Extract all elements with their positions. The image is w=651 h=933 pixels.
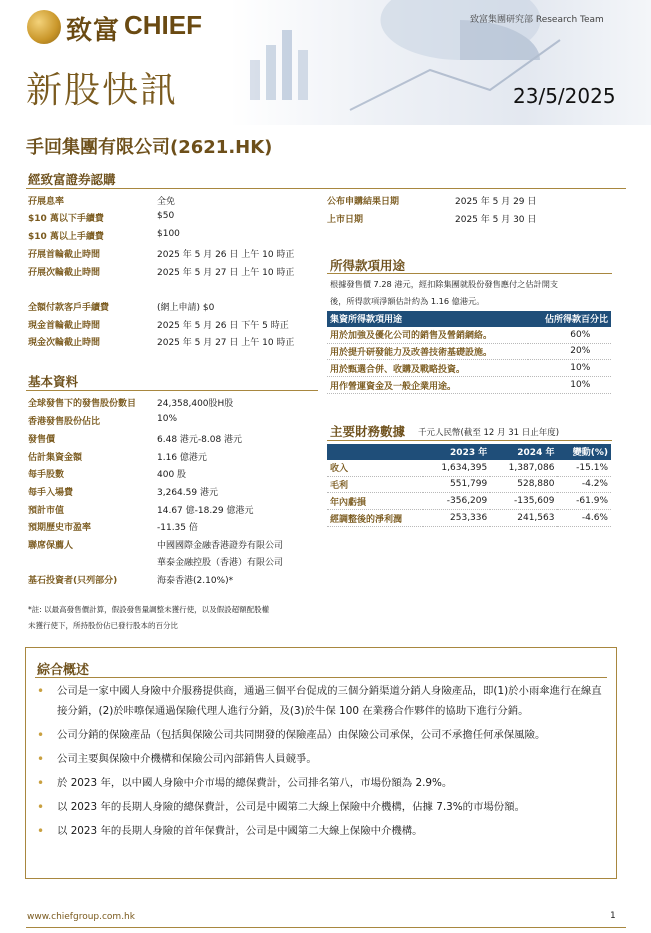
- table-cell: 用於甄選合併、收購及戰略投資。: [327, 360, 528, 377]
- footnote-line: 未獲行使下，所持股份佔已發行股本的百分比: [28, 621, 178, 630]
- basic-value: 1.16 億港元: [157, 453, 207, 463]
- logo-text-en: CHIEF: [124, 10, 202, 40]
- broker-label: 公布申購結果日期: [327, 197, 400, 207]
- footnote-line: *註: 以最高發售價計算，假設發售量調整未獲行使，以及假設超額配股權: [28, 605, 270, 614]
- proceeds-intro: 根據發售價 7.28 港元，經扣除集團就股份發售應付之估計開支: [330, 279, 559, 289]
- section-divider: [327, 440, 612, 441]
- basic-label: 預計市值: [28, 506, 65, 516]
- basic-label: 發售價: [28, 435, 56, 445]
- table-cell: 用作營運資金及一般企業用途。: [327, 377, 528, 394]
- logo-text-cn: 致富: [66, 16, 121, 46]
- section-divider: [26, 390, 318, 391]
- basic-label: 基石投資者(只列部分): [28, 576, 118, 586]
- proceeds-table: [327, 311, 611, 394]
- broker-value: $100: [157, 229, 180, 239]
- table-header-cell: 變動(%): [557, 444, 611, 460]
- table-cell: 收入: [327, 460, 423, 476]
- list-item: • 公司分銷的保險產品（包括與保險公司共同開發的保險產品）由保險公司承保，公司不承擔任何承保風險。: [35, 725, 608, 745]
- proceeds-section-title: 所得款項用途: [330, 258, 406, 273]
- table-cell: -15.1%: [557, 460, 611, 476]
- company-title: 手回集團有限公司(2621.HK): [26, 137, 273, 158]
- basic-value: 14.67 億-18.29 億港元: [157, 506, 254, 516]
- table-cell: 用於加強及優化公司的銷售及營銷網絡。: [327, 327, 528, 343]
- broker-value: 2025 年 5 月 27 日 上午 10 時正: [157, 268, 295, 278]
- basic-section-title: 基本資料: [28, 374, 79, 389]
- chief-logo-icon: [27, 10, 61, 44]
- broker-value: 2025 年 5 月 27 日 上午 10 時正: [157, 338, 295, 348]
- table-row: [327, 476, 611, 493]
- table-cell: -135,609: [490, 493, 557, 510]
- table-cell: 60%: [528, 327, 611, 343]
- broker-label: 現金次輪截止時間: [28, 338, 101, 348]
- broker-label: $10 萬以下手續費: [28, 214, 104, 224]
- section-divider: [35, 677, 607, 678]
- broker-label: 孖展息率: [28, 197, 65, 207]
- table-cell: 10%: [528, 360, 611, 377]
- broker-label: 孖展次輪截止時間: [28, 268, 101, 278]
- table-header-cell: 集資所得款項用途: [327, 311, 528, 327]
- table-cell: -61.9%: [557, 493, 611, 510]
- basic-value: 24,358,400股H股: [157, 399, 234, 409]
- page-number: 1: [610, 911, 616, 921]
- broker-value: 2025 年 5 月 26 日 上午 10 時正: [157, 250, 295, 260]
- table-header-cell: 2024 年: [490, 444, 557, 460]
- table-row: [327, 327, 611, 343]
- footer-url: www.chiefgroup.com.hk: [27, 912, 135, 922]
- table-cell: -4.2%: [557, 476, 611, 493]
- table-cell: 經調整後的淨利潤: [327, 510, 423, 527]
- table-header-row: [327, 444, 611, 460]
- table-cell: 用於提升研發能力及改善技術基礎設施。: [327, 343, 528, 360]
- table-row: [327, 460, 611, 476]
- overview-list: [35, 681, 608, 845]
- table-cell: 528,880: [490, 476, 557, 493]
- list-item: • 公司主要與保險中介機構和保險公司內部銷售人員競爭。: [35, 749, 608, 769]
- broker-label: 孖展首輪截止時間: [28, 250, 101, 260]
- table-header-cell: 2023 年: [423, 444, 490, 460]
- table-cell: 551,799: [423, 476, 490, 493]
- table-cell: 1,387,086: [490, 460, 557, 476]
- broker-label: $10 萬以上手續費: [28, 232, 104, 242]
- basic-label: 每手入場費: [28, 488, 74, 498]
- basic-value: -11.35 倍: [157, 523, 198, 533]
- table-cell: 毛利: [327, 476, 423, 493]
- table-header-row: [327, 311, 611, 327]
- table-cell: 10%: [528, 377, 611, 394]
- table-row: [327, 343, 611, 360]
- list-item: • 以 2023 年的長期人身險的總保費計，公司是中國第二大線上保險中介機構，佔據 7.3%的市場份額。: [35, 797, 608, 817]
- basic-value: 400 股: [157, 470, 187, 480]
- list-item: • 於 2023 年，以中國人身險中介市場的總保費計，公司排名第八，市場份額為 2.9%。: [35, 773, 608, 793]
- broker-label: 全額付款客戶手續費: [28, 303, 110, 313]
- broker-value: 2025 年 5 月 26 日 下午 5 時正: [157, 321, 289, 331]
- table-row: [327, 360, 611, 377]
- basic-value: 華泰金融控股（香港）有限公司: [157, 558, 284, 568]
- table-header-cell: 佔所得款百分比: [528, 311, 611, 327]
- proceeds-intro: 後，所得款項淨額估計約為 1.16 億港元。: [330, 296, 485, 306]
- financial-table: [327, 444, 611, 527]
- table-cell: -4.6%: [557, 510, 611, 527]
- overview-title: 綜合概述: [37, 663, 90, 678]
- footer-divider: [26, 927, 626, 928]
- basic-value: 海泰香港(2.10%)*: [157, 576, 234, 586]
- broker-label: 上市日期: [327, 215, 364, 225]
- list-item: • 以 2023 年的長期人身險的首年保費計，公司是中國第二大線上保險中介機構。: [35, 821, 608, 841]
- table-row: [327, 377, 611, 394]
- broker-value: 2025 年 5 月 30 日: [455, 215, 537, 225]
- broker-section-title: 經致富證券認購: [28, 172, 116, 187]
- table-row: [327, 493, 611, 510]
- broker-value: (網上申請) $0: [157, 303, 215, 313]
- doc-title: 新股快訊: [26, 70, 179, 111]
- basic-label: 每手股數: [28, 470, 65, 480]
- section-divider: [26, 188, 626, 189]
- report-date: 23/5/2025: [513, 84, 616, 108]
- list-item: • 公司是一家中國人身險中介服務提供商，通過三個平台促成的三個分銷渠道分銷人身險產品，即(1)於小雨傘進行在線直接分銷，(2)於咔嚓保通過保險代理人進行分銷，及(3)於牛保 100 在業務合作夥伴的協助下進行分銷。: [35, 681, 608, 721]
- broker-value: $50: [157, 211, 175, 221]
- basic-label: 香港發售股份佔比: [28, 417, 101, 427]
- basic-label: 聯席保薦人: [28, 541, 74, 551]
- table-cell: 20%: [528, 343, 611, 360]
- research-dept: 致富集團研究部 Research Team: [470, 15, 604, 25]
- section-divider: [327, 273, 612, 274]
- financial-unit: 千元人民幣(截至 12 月 31 日止年度): [418, 428, 560, 438]
- table-cell: 253,336: [423, 510, 490, 527]
- table-cell: 年內虧損: [327, 493, 423, 510]
- table-row: [327, 510, 611, 527]
- table-cell: 241,563: [490, 510, 557, 527]
- basic-label: 估計集資金額: [28, 453, 83, 463]
- basic-label: 全球發售下的發售股份數目: [28, 399, 137, 409]
- broker-label: 現金首輪截止時間: [28, 321, 101, 331]
- basic-value: 中國國際金融香港證券有限公司: [157, 541, 284, 551]
- table-cell: 1,634,395: [423, 460, 490, 476]
- broker-value: 2025 年 5 月 29 日: [455, 197, 537, 207]
- basic-value: 6.48 港元-8.08 港元: [157, 435, 243, 445]
- basic-value: 10%: [157, 414, 178, 424]
- basic-value: 3,264.59 港元: [157, 488, 218, 498]
- table-header-cell: [327, 444, 423, 460]
- table-cell: -356,209: [423, 493, 490, 510]
- financial-section-title: 主要財務數據: [330, 424, 406, 439]
- basic-label: 預期歷史市盈率: [28, 523, 92, 533]
- broker-value: 全免: [157, 197, 176, 207]
